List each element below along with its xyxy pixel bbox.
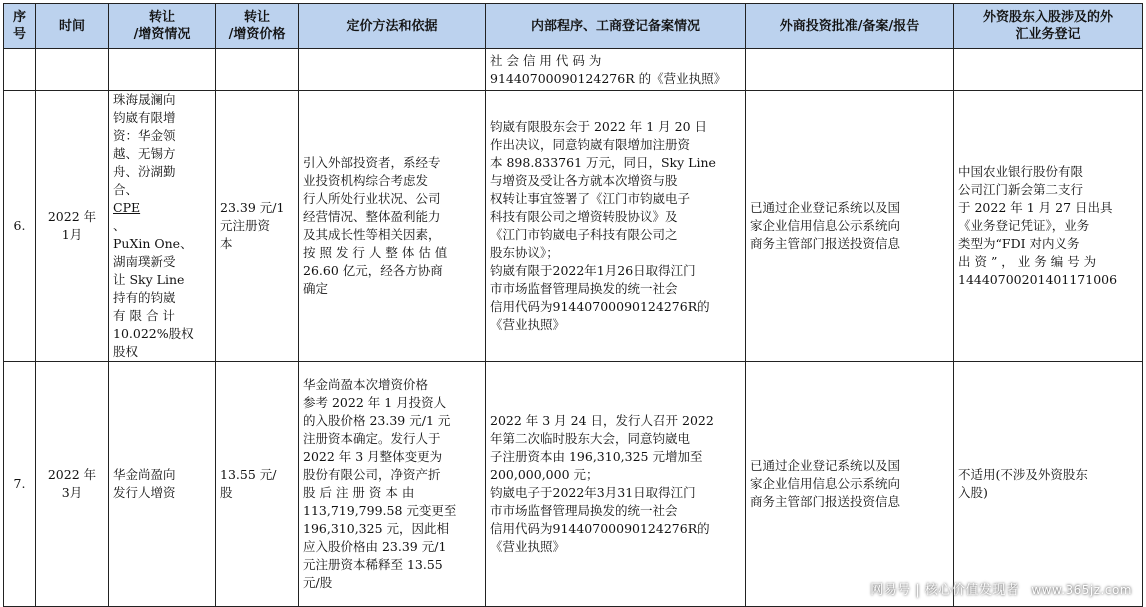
text-line: 应入股价格由 23.39 元/1 xyxy=(303,539,447,554)
text-line: 年第二次临时股东大会，同意钧崴电 xyxy=(490,431,691,446)
cpe-link[interactable]: CPE xyxy=(113,200,141,215)
text-line: 社 会 信 用 代 码 为 xyxy=(490,52,602,68)
cell-forex xyxy=(954,49,1143,91)
text-line: 14440700201401171006 xyxy=(958,272,1118,287)
text-line: 2022 年 xyxy=(47,467,97,482)
text-line: 已通过企业登记系统以及国 xyxy=(750,458,901,473)
header-transfer: 转让 /增资情况 xyxy=(109,4,216,49)
text-line: 让 Sky Line xyxy=(113,272,185,287)
text-line: 入股) xyxy=(958,485,988,500)
text-line: 《业务登记凭证》，业务 xyxy=(958,218,1090,233)
text-line: 商务主管部门报送投资信息 xyxy=(750,494,901,509)
text-line: 《江门市钧崴电子科技有限公司之 xyxy=(490,227,678,242)
cell-seq xyxy=(4,49,36,91)
text-line: 10.022%股权 xyxy=(113,326,194,341)
cell-transfer xyxy=(109,362,216,607)
text-line: 科技有限公司之增资转股协议》及 xyxy=(490,209,678,224)
text-line: 公司江门新会第二支行 xyxy=(958,182,1084,197)
text-line: 舟、汾湖勤 xyxy=(113,164,176,179)
text-line: 23.39 元/1 xyxy=(220,200,285,215)
text-line: 市市场监督管理局换发的统一社会 xyxy=(490,281,678,296)
cell-price xyxy=(216,362,299,607)
text-line: 资：华金领 xyxy=(113,128,176,143)
text-line: 权转让事宜签署了《江门市钧崴电子 xyxy=(490,191,691,206)
watermark-brand: 网易号 | 核心价值发现者 xyxy=(870,583,1020,598)
text-line: 13.55 元/ xyxy=(220,467,277,482)
text-line: 本 xyxy=(220,236,233,251)
text-line: 市市场监督管理局换发的统一社会 xyxy=(490,503,678,518)
cell-forex xyxy=(954,362,1143,607)
cell-time xyxy=(36,49,109,91)
text-line: 珠海晟澜向 xyxy=(113,92,176,107)
cell-internal xyxy=(486,91,746,362)
text-line: 家企业信用信息公示系统向 xyxy=(750,476,901,491)
cell-pricing xyxy=(299,91,486,362)
header-time: 时间 xyxy=(36,4,109,49)
text-line: 196,310,325 元，因此相 xyxy=(303,521,449,536)
text-line: 出 资 ” ， 业 务 编 号 为 xyxy=(958,254,1097,269)
header-seq: 序 号 xyxy=(4,4,36,49)
cell-forex xyxy=(954,91,1143,362)
cell-seq: 6. xyxy=(4,91,36,362)
text-line: 已通过企业登记系统以及国 xyxy=(750,200,901,215)
text-line: 业投资机构综合考虑发 xyxy=(303,173,429,188)
text-line: 股权 xyxy=(113,344,139,359)
cell-pricing xyxy=(299,362,486,607)
text-line: 股 xyxy=(220,485,233,500)
transfer-cpe-line: 合、 CPE 、 xyxy=(113,181,211,235)
text-line: 的入股价格 23.39 元/1 元 xyxy=(303,413,451,428)
text-line: 股 后 注 册 资 本 由 xyxy=(303,485,415,500)
cell-pricing xyxy=(299,49,486,91)
text-line: 股份有限公司，净资产折 xyxy=(303,467,441,482)
text-line: 元注册资 xyxy=(220,218,271,233)
text-line: 有 限 合 计 xyxy=(113,308,175,323)
text-line: 中国农业银行股份有限 xyxy=(958,164,1084,179)
cell-foreign xyxy=(746,91,954,362)
text-line: 2022 年 3 月整体变更为 xyxy=(303,449,443,464)
text-line: 钧崴有限于2022年1月26日取得江门 xyxy=(490,263,696,278)
text-line: 确定 xyxy=(303,281,329,296)
text-line: 商务主管部门报送投资信息 xyxy=(750,236,901,251)
text-line: 类型为“FDI 对内义务 xyxy=(958,236,1080,251)
text-line: 本 898.833761 万元，同日，Sky Line xyxy=(490,155,716,170)
text-line: 91440700090124276R 的《营业执照》 xyxy=(490,70,727,86)
text-line: 2022 年 3 月 24 日，发行人召开 2022 xyxy=(490,413,714,428)
cell-time xyxy=(36,91,109,362)
cell-price xyxy=(216,91,299,362)
cell-foreign xyxy=(746,49,954,91)
header-pricing: 定价方法和依据 xyxy=(299,4,486,49)
text-line: 3月 xyxy=(61,485,83,500)
text-line: 1月 xyxy=(61,227,83,242)
text-line: PuXin One、 xyxy=(113,236,193,251)
text-line: 家企业信用信息公示系统向 xyxy=(750,218,901,233)
equity-change-table xyxy=(3,3,1143,607)
text-line: 作出决议，同意钧崴有限增加注册资 xyxy=(490,137,691,152)
text-line: 发行人增资 xyxy=(113,485,176,500)
cell-internal xyxy=(486,49,746,91)
text-line: 华金尚盈本次增资价格 xyxy=(303,377,429,392)
text-line: 引入外部投资者，系经专 xyxy=(303,155,441,170)
cell-transfer xyxy=(109,49,216,91)
text-line: 股东协议》； xyxy=(490,245,559,260)
text-line: 113,719,799.58 元变更至 xyxy=(303,503,457,518)
text-line: 湖南璞新受 xyxy=(113,254,176,269)
text-line: 子注册资本由 196,310,325 元增加至 xyxy=(490,449,703,464)
text-line: 2022 年 xyxy=(47,209,97,224)
text-line: 200,000,000 元； xyxy=(490,467,599,482)
cell-time xyxy=(36,362,109,607)
text-line: 钧崴有限股东会于 2022 年 1 月 20 日 xyxy=(490,119,708,134)
text-line: 26.60 亿元，经各方协商 xyxy=(303,263,443,278)
table-row-7 xyxy=(4,362,1143,607)
text-line: 元注册资本稀释至 13.55 xyxy=(303,557,443,572)
cell-price xyxy=(216,49,299,91)
text-line: 信用代码为91440700090124276R的 xyxy=(490,299,710,314)
text-line: 按 照 发 行 人 整 体 估 值 xyxy=(303,245,448,260)
cell-internal xyxy=(486,362,746,607)
cell-transfer xyxy=(109,91,216,362)
text-line: 不适用(不涉及外资股东 xyxy=(958,467,1088,482)
watermark-site: www.365jz.com xyxy=(1031,583,1132,597)
text-line: 钧崴电子于2022年3月31日取得江门 xyxy=(490,485,696,500)
header-foreign: 外商投资批准/备案/报告 xyxy=(746,4,954,49)
text-line: 及其成长性等相关因素， xyxy=(303,227,441,242)
table-row-continuation xyxy=(4,49,1143,91)
header-internal: 内部程序、工商登记备案情况 xyxy=(486,4,746,49)
text-line: 经营情况、整体盈利能力 xyxy=(303,209,441,224)
text-line: 《营业执照》 xyxy=(490,317,566,332)
text-line: 越、无锡方 xyxy=(113,146,176,161)
text-line: 参考 2022 年 1 月投资人 xyxy=(303,395,447,410)
text-line: 行人所处行业状况、公司 xyxy=(303,191,441,206)
text-line: 《营业执照》 xyxy=(490,539,566,554)
cell-foreign xyxy=(746,362,954,607)
text-line: 钧崴有限增 xyxy=(113,110,176,125)
text-line: 注册资本确定。发行人于 xyxy=(303,431,441,446)
text-line: 持有的钧崴 xyxy=(113,290,176,305)
text-line: 信用代码为91440700090124276R的 xyxy=(490,521,710,536)
text-line: 元/股 xyxy=(303,575,333,590)
header-price: 转让 /增资价格 xyxy=(216,4,299,49)
table-row-6 xyxy=(4,91,1143,362)
header-forex: 外资股东入股涉及的外 汇业务登记 xyxy=(954,4,1143,49)
text-line: 与增资及受让各方就本次增资与股 xyxy=(490,173,678,188)
table-header-row xyxy=(4,4,1143,49)
watermark xyxy=(870,579,1132,598)
cell-seq: 7. xyxy=(4,362,36,607)
text-line: 华金尚盈向 xyxy=(113,467,176,482)
text-line: 于 2022 年 1 月 27 日出具 xyxy=(958,200,1113,215)
